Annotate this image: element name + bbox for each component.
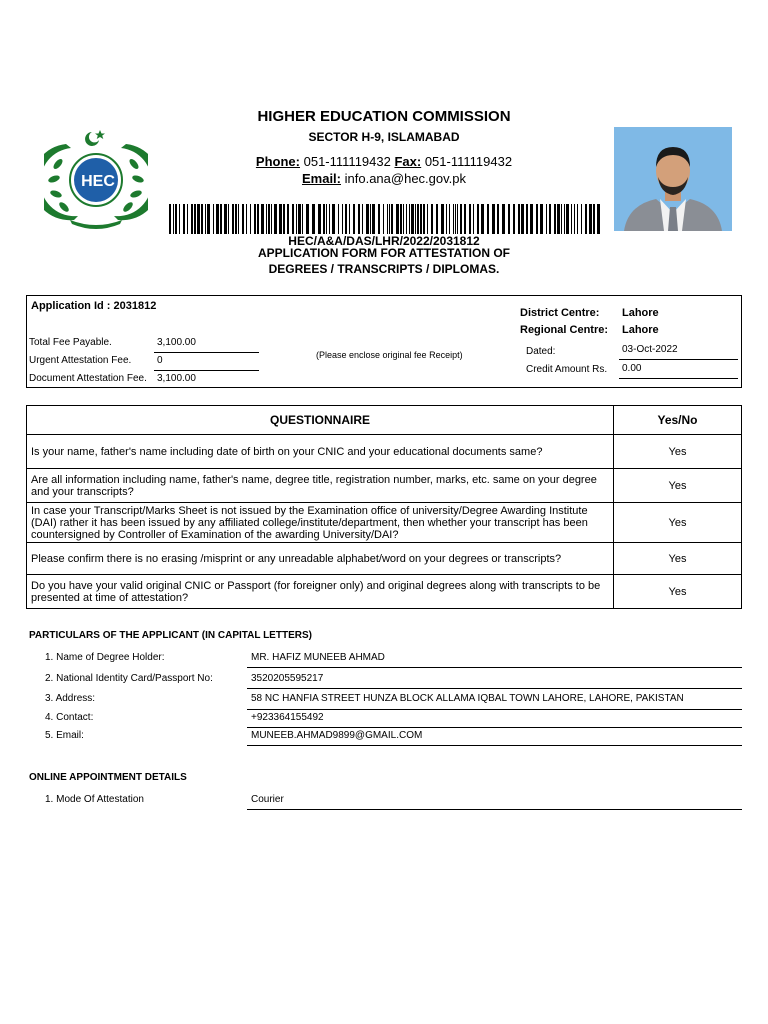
- barcode-bar: [383, 204, 384, 234]
- barcode-bar: [549, 204, 551, 234]
- barcode-bar: [216, 204, 219, 234]
- barcode-bar: [232, 204, 234, 234]
- table-row: [27, 469, 742, 503]
- question-text: Is your name, father's name including date of birth on your CNIC and your educational documents same?: [27, 435, 614, 469]
- barcode-bar: [455, 204, 456, 234]
- barcode-bar: [469, 204, 471, 234]
- barcode-bar: [417, 204, 419, 234]
- barcode-bar: [518, 204, 520, 234]
- applicant-photo: [614, 127, 732, 231]
- barcode-bar: [411, 204, 414, 234]
- barcode-bar: [283, 204, 285, 234]
- barcode-bar: [349, 204, 350, 234]
- barcode-bar: [530, 204, 533, 234]
- barcode-bar: [268, 204, 270, 234]
- barcode-bar: [224, 204, 227, 234]
- barcode-bar: [423, 204, 425, 234]
- barcode-bar: [521, 204, 524, 234]
- barcode-bar: [396, 204, 399, 234]
- district-centre-label: District Centre:: [520, 307, 600, 319]
- answer-value: Yes: [614, 503, 742, 543]
- barcode-bar: [449, 204, 450, 234]
- barcode-bar: [492, 204, 495, 234]
- barcode-bar: [175, 204, 177, 234]
- answer-value: Yes: [614, 543, 742, 575]
- barcode-bar: [326, 204, 327, 234]
- barcode-bar: [338, 204, 339, 234]
- barcode-bar: [403, 204, 404, 234]
- form-title-line-2: DEGREES / TRANSCRIPTS / DIPLOMAS.: [268, 262, 500, 276]
- barcode-bar: [329, 204, 330, 234]
- email-field-label: 5. Email:: [45, 730, 84, 741]
- barcode-bar: [318, 204, 321, 234]
- question-text: Do you have your valid original CNIC or Passport (for foreigner only) and original degrees along with transcripts to be presented at time of attestation?: [27, 575, 614, 609]
- urgent-fee-value: 0: [154, 355, 259, 371]
- barcode-bar: [250, 204, 251, 234]
- barcode-bar: [508, 204, 510, 234]
- dated-label: Dated:: [526, 346, 556, 357]
- barcode-bar: [564, 204, 565, 234]
- regional-centre-value: Lahore: [622, 324, 659, 336]
- barcode-bar: [207, 204, 210, 234]
- questionnaire-header-row: [27, 406, 742, 435]
- barcode-bar: [228, 204, 229, 234]
- cnic-label: 2. National Identity Card/Passport No:: [45, 673, 213, 684]
- field-underline: [247, 727, 742, 728]
- dated-value: 03-Oct-2022: [619, 344, 738, 360]
- barcode-bar: [387, 204, 388, 234]
- barcode-bar: [378, 204, 380, 234]
- organization-address: SECTOR H-9, ISLAMABAD: [308, 130, 460, 144]
- organization-name: HIGHER EDUCATION COMMISSION: [257, 108, 511, 125]
- barcode-bar: [254, 204, 256, 234]
- barcode-bar: [546, 204, 547, 234]
- reference-number: HEC/A&A/DAS/LHR/2022/2031812: [288, 234, 480, 248]
- fax-value: 051-111119432: [424, 154, 513, 169]
- barcode-bar: [287, 204, 289, 234]
- barcode-bar: [187, 204, 188, 234]
- barcode-bar: [436, 204, 438, 234]
- contact-value: +923364155492: [251, 712, 324, 723]
- document-fee-label: Document Attestation Fee.: [29, 373, 147, 384]
- barcode-bar: [513, 204, 515, 234]
- barcode-bar: [487, 204, 489, 234]
- barcode-bar: [362, 204, 363, 234]
- barcode-bar: [274, 204, 277, 234]
- barcode-bar: [179, 204, 180, 234]
- barcode-bar: [194, 204, 196, 234]
- credit-amount-label: Credit Amount Rs.: [526, 364, 608, 375]
- barcode-bar: [391, 204, 393, 234]
- barcode-bar: [566, 204, 569, 234]
- barcode-bar: [266, 204, 267, 234]
- field-underline: [247, 709, 742, 710]
- barcode-bar: [183, 204, 185, 234]
- barcode-bar: [581, 204, 582, 234]
- barcode-bar: [358, 204, 360, 234]
- barcode-bar: [597, 204, 600, 234]
- barcode-bar: [589, 204, 592, 234]
- barcode-bar: [238, 204, 239, 234]
- barcode-bar: [242, 204, 244, 234]
- table-row: [27, 575, 742, 609]
- phone-value: 051-111119432: [303, 154, 391, 169]
- barcode-bar: [197, 204, 200, 234]
- barcode-bar: [323, 204, 325, 234]
- answer-value: Yes: [614, 469, 742, 503]
- barcode-bar: [481, 204, 484, 234]
- barcode-bar: [460, 204, 462, 234]
- barcode-bar: [557, 204, 560, 234]
- table-row: [27, 543, 742, 575]
- credit-amount-value: 0.00: [619, 363, 738, 379]
- barcode-bar: [457, 204, 458, 234]
- urgent-fee-label: Urgent Attestation Fee.: [29, 355, 132, 366]
- barcode-bar: [453, 204, 454, 234]
- field-underline: [247, 667, 742, 668]
- questionnaire-table: [26, 405, 742, 609]
- degree-holder-label: 1. Name of Degree Holder:: [45, 652, 165, 663]
- field-underline: [247, 809, 742, 810]
- question-text: Are all information including name, father's name, degree title, registration number, marks, etc. same on your degree and your transcripts?: [27, 469, 614, 503]
- barcode-bar: [345, 204, 347, 234]
- barcode-bar: [431, 204, 433, 234]
- question-text: Please confirm there is no erasing /misprint or any unreadable alphabet/word on your degrees or transcripts?: [27, 543, 614, 575]
- table-row: [27, 503, 742, 543]
- barcode-bar: [540, 204, 543, 234]
- table-row: [27, 435, 742, 469]
- barcode-bar: [420, 204, 422, 234]
- field-underline: [247, 688, 742, 689]
- barcode-bar: [213, 204, 214, 234]
- barcode-bar: [342, 204, 343, 234]
- barcode-bar: [261, 204, 264, 234]
- barcode-bar: [173, 204, 174, 234]
- barcode-bar: [366, 204, 369, 234]
- total-fee-value: 3,100.00: [154, 337, 259, 353]
- questionnaire-header: QUESTIONNAIRE: [27, 406, 614, 435]
- barcode-bar: [409, 204, 410, 234]
- mode-of-attestation-value: Courier: [251, 794, 284, 805]
- barcode-bar: [205, 204, 206, 234]
- hec-logo-text: HEC: [81, 173, 115, 190]
- barcode-bar: [477, 204, 479, 234]
- barcode-bar: [353, 204, 355, 234]
- barcode-bar: [372, 204, 375, 234]
- fee-receipt-note: (Please enclose original fee Receipt): [316, 350, 463, 360]
- barcode-bar: [191, 204, 193, 234]
- barcode-bar: [169, 204, 171, 234]
- barcode-bar: [312, 204, 315, 234]
- barcode-bar: [497, 204, 499, 234]
- email-label: Email:: [301, 171, 341, 186]
- field-underline: [247, 745, 742, 746]
- barcode-bar: [246, 204, 247, 234]
- application-id: Application Id : 2031812: [31, 300, 157, 312]
- barcode-bar: [526, 204, 528, 234]
- cnic-value: 3520205595217: [251, 673, 324, 684]
- barcode-bar: [302, 204, 303, 234]
- contact-label: 4. Contact:: [45, 712, 94, 723]
- barcode-bar: [473, 204, 474, 234]
- barcode-bar: [446, 204, 447, 234]
- regional-centre-label: Regional Centre:: [520, 324, 609, 336]
- barcode-bar: [406, 204, 407, 234]
- district-centre-value: Lahore: [622, 307, 659, 319]
- barcode-bar: [235, 204, 237, 234]
- barcode-bar: [464, 204, 466, 234]
- question-text: In case your Transcript/Marks Sheet is not issued by the Examination office of university/Degree Awarding Institute (DAI) rather it has been issued by any affiliated college/institute/department, then whether your transcript has been countersigned by Controller of Examination of the awarding University/DAI?: [27, 503, 614, 543]
- degree-holder-value: MR. HAFIZ MUNEEB AHMAD: [251, 652, 385, 663]
- barcode-bar: [292, 204, 294, 234]
- barcode-bar: [271, 204, 272, 234]
- appointment-section-title: ONLINE APPOINTMENT DETAILS: [29, 772, 187, 783]
- form-title-line-1: APPLICATION FORM FOR ATTESTATION OF: [258, 246, 510, 260]
- barcode-bar: [585, 204, 587, 234]
- barcode-bar: [441, 204, 444, 234]
- barcode-bar: [332, 204, 335, 234]
- barcode-bar: [571, 204, 572, 234]
- barcode-bar: [220, 204, 222, 234]
- barcode-bar: [296, 204, 297, 234]
- barcode-bar: [561, 204, 562, 234]
- barcode-bar: [502, 204, 505, 234]
- barcode-bar: [400, 204, 402, 234]
- phone-label: Phone:: [255, 154, 300, 169]
- barcode-bar: [427, 204, 428, 234]
- mode-of-attestation-label: 1. Mode Of Attestation: [45, 794, 144, 805]
- barcode-bar: [257, 204, 259, 234]
- reference-barcode: [169, 204, 602, 234]
- barcode-bar: [306, 204, 309, 234]
- particulars-section-title: PARTICULARS OF THE APPLICANT (IN CAPITAL LETTERS): [29, 630, 312, 641]
- barcode-bar: [574, 204, 575, 234]
- fax-label: Fax:: [394, 154, 422, 169]
- barcode-bar: [536, 204, 538, 234]
- barcode-bar: [370, 204, 371, 234]
- barcode-bar: [201, 204, 203, 234]
- address-value: 58 NC HANFIA STREET HUNZA BLOCK ALLAMA IQBAL TOWN LAHORE, LAHORE, PAKISTAN: [251, 693, 684, 704]
- barcode-bar: [298, 204, 301, 234]
- email-value: info.ana@hec.gov.pk: [344, 171, 466, 186]
- barcode-bar: [554, 204, 556, 234]
- barcode-bar: [415, 204, 416, 234]
- document-fee-value: 3,100.00: [157, 373, 196, 384]
- total-fee-label: Total Fee Payable.: [29, 337, 112, 348]
- answer-value: Yes: [614, 575, 742, 609]
- barcode-bar: [389, 204, 390, 234]
- barcode-bar: [279, 204, 282, 234]
- barcode-bar: [593, 204, 595, 234]
- address-label: 3. Address:: [45, 693, 96, 704]
- answer-value: Yes: [614, 435, 742, 469]
- answer-header: Yes/No: [614, 406, 742, 435]
- barcode-bar: [577, 204, 578, 234]
- email-field-value: MUNEEB.AHMAD9899@GMAIL.COM: [251, 730, 423, 741]
